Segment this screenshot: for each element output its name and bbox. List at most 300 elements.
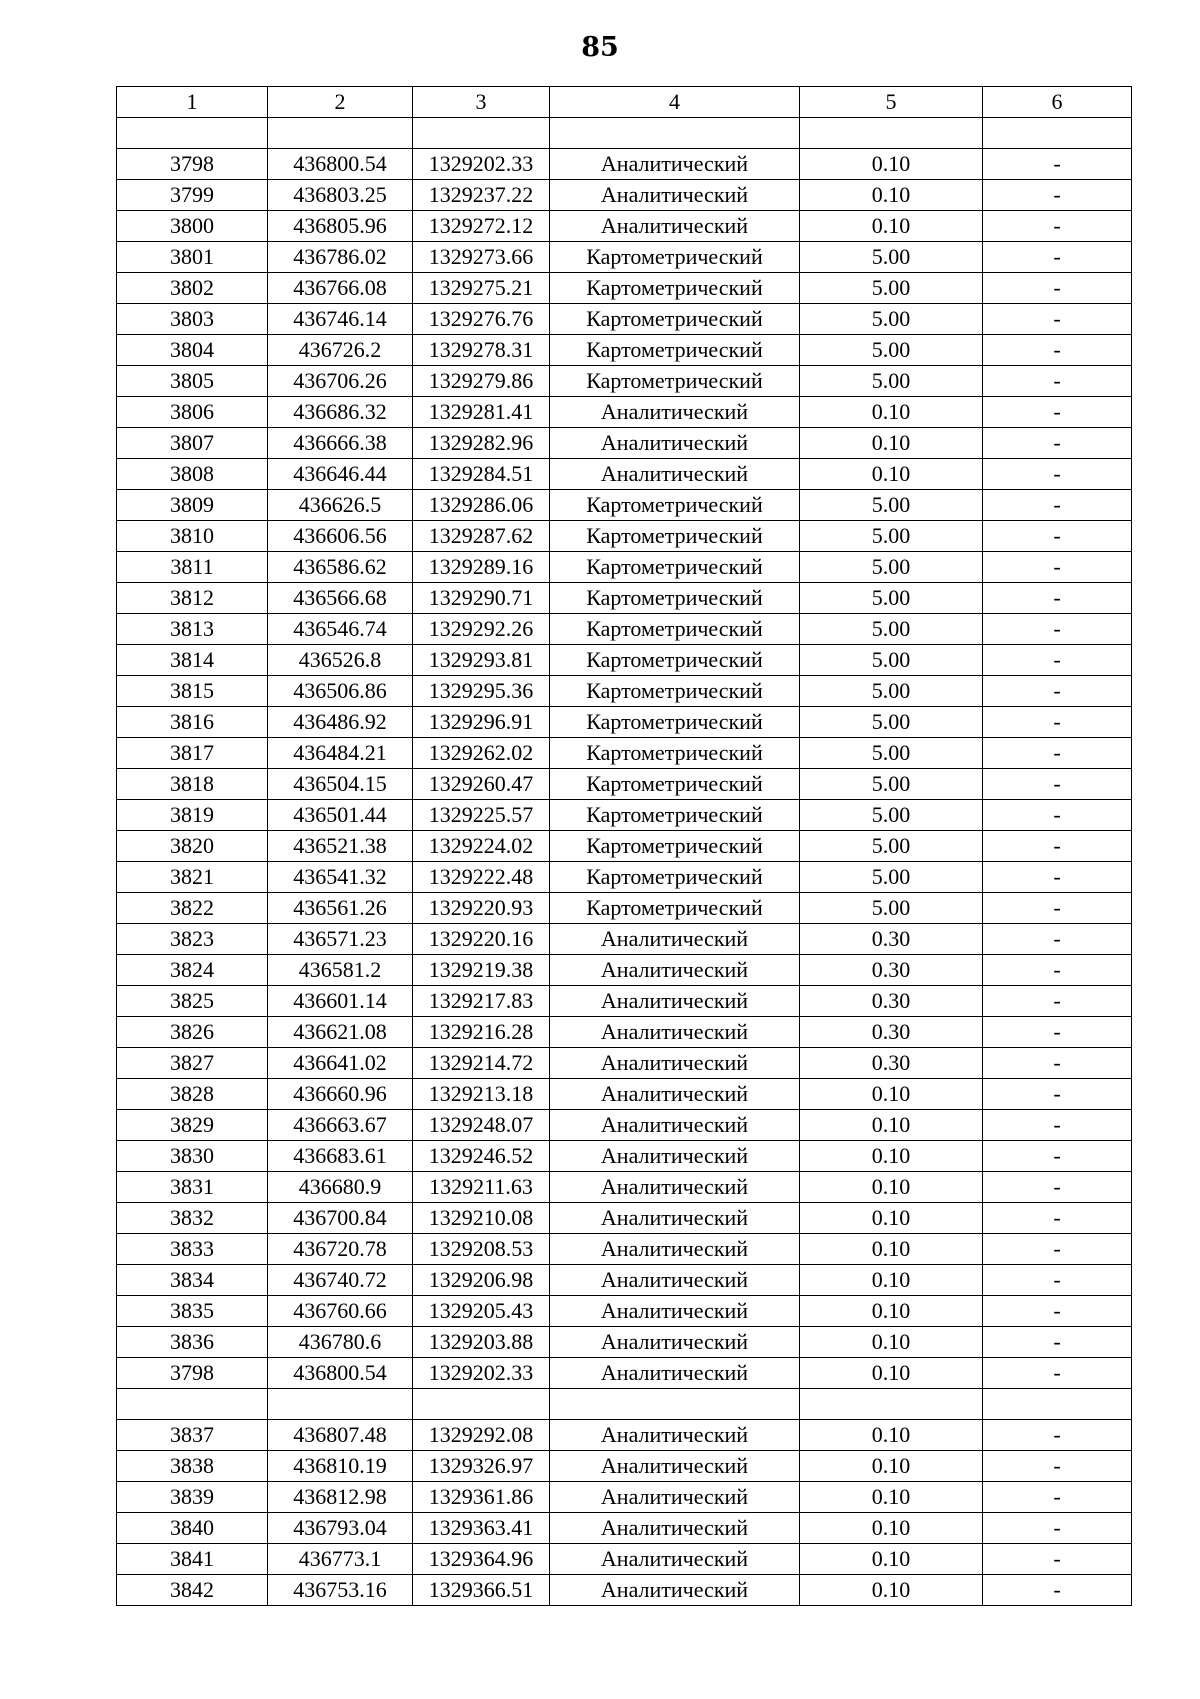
y-coordinate-cell: 1329363.41 bbox=[413, 1513, 550, 1544]
table-row bbox=[117, 1234, 1132, 1265]
table-row bbox=[117, 521, 1132, 552]
x-coordinate-cell: 436810.19 bbox=[268, 1451, 413, 1482]
table-row bbox=[117, 490, 1132, 521]
note-cell: - bbox=[983, 335, 1132, 366]
point-number-cell: 3805 bbox=[117, 366, 268, 397]
empty-cell bbox=[268, 118, 413, 149]
point-number-cell: 3802 bbox=[117, 273, 268, 304]
accuracy-cell: 0.10 bbox=[800, 149, 983, 180]
note-cell: - bbox=[983, 1172, 1132, 1203]
accuracy-cell: 5.00 bbox=[800, 242, 983, 273]
y-coordinate-cell: 1329293.81 bbox=[413, 645, 550, 676]
accuracy-cell: 0.10 bbox=[800, 1172, 983, 1203]
x-coordinate-cell: 436805.96 bbox=[268, 211, 413, 242]
table-row bbox=[117, 1079, 1132, 1110]
y-coordinate-cell: 1329202.33 bbox=[413, 1358, 550, 1389]
x-coordinate-cell: 436501.44 bbox=[268, 800, 413, 831]
method-cell: Картометрический bbox=[550, 769, 800, 800]
method-cell: Картометрический bbox=[550, 893, 800, 924]
y-coordinate-cell: 1329222.48 bbox=[413, 862, 550, 893]
note-cell: - bbox=[983, 366, 1132, 397]
note-cell: - bbox=[983, 862, 1132, 893]
accuracy-cell: 5.00 bbox=[800, 769, 983, 800]
method-cell: Картометрический bbox=[550, 273, 800, 304]
y-coordinate-cell: 1329361.86 bbox=[413, 1482, 550, 1513]
point-number-cell: 3837 bbox=[117, 1420, 268, 1451]
note-cell: - bbox=[983, 1482, 1132, 1513]
table-row bbox=[117, 397, 1132, 428]
point-number-cell: 3825 bbox=[117, 986, 268, 1017]
table-row bbox=[117, 1048, 1132, 1079]
table-row bbox=[117, 1265, 1132, 1296]
accuracy-cell: 5.00 bbox=[800, 335, 983, 366]
table-row bbox=[117, 1327, 1132, 1358]
table-body bbox=[117, 118, 1132, 1606]
point-number-cell: 3835 bbox=[117, 1296, 268, 1327]
y-coordinate-cell: 1329286.06 bbox=[413, 490, 550, 521]
y-coordinate-cell: 1329214.72 bbox=[413, 1048, 550, 1079]
accuracy-cell: 5.00 bbox=[800, 490, 983, 521]
method-cell: Картометрический bbox=[550, 521, 800, 552]
point-number-cell: 3803 bbox=[117, 304, 268, 335]
note-cell: - bbox=[983, 1017, 1132, 1048]
note-cell: - bbox=[983, 1420, 1132, 1451]
x-coordinate-cell: 436807.48 bbox=[268, 1420, 413, 1451]
accuracy-cell: 0.10 bbox=[800, 1110, 983, 1141]
y-coordinate-cell: 1329203.88 bbox=[413, 1327, 550, 1358]
table-row bbox=[117, 583, 1132, 614]
table-row bbox=[117, 366, 1132, 397]
point-number-cell: 3834 bbox=[117, 1265, 268, 1296]
accuracy-cell: 0.10 bbox=[800, 397, 983, 428]
note-cell: - bbox=[983, 490, 1132, 521]
method-cell: Аналитический bbox=[550, 1482, 800, 1513]
point-number-cell: 3808 bbox=[117, 459, 268, 490]
method-cell: Аналитический bbox=[550, 1203, 800, 1234]
table-row bbox=[117, 149, 1132, 180]
note-cell: - bbox=[983, 459, 1132, 490]
point-number-cell: 3798 bbox=[117, 1358, 268, 1389]
x-coordinate-cell: 436740.72 bbox=[268, 1265, 413, 1296]
accuracy-cell: 0.10 bbox=[800, 1420, 983, 1451]
point-number-cell: 3841 bbox=[117, 1544, 268, 1575]
table-row bbox=[117, 676, 1132, 707]
x-coordinate-cell: 436760.66 bbox=[268, 1296, 413, 1327]
table-row bbox=[117, 800, 1132, 831]
accuracy-cell: 0.10 bbox=[800, 1203, 983, 1234]
point-number-cell: 3832 bbox=[117, 1203, 268, 1234]
method-cell: Аналитический bbox=[550, 1358, 800, 1389]
empty-cell bbox=[983, 1389, 1132, 1420]
method-cell: Картометрический bbox=[550, 645, 800, 676]
accuracy-cell: 0.30 bbox=[800, 986, 983, 1017]
point-number-cell: 3842 bbox=[117, 1575, 268, 1606]
x-coordinate-cell: 436506.86 bbox=[268, 676, 413, 707]
note-cell: - bbox=[983, 552, 1132, 583]
method-cell: Картометрический bbox=[550, 335, 800, 366]
accuracy-cell: 5.00 bbox=[800, 273, 983, 304]
x-coordinate-cell: 436666.38 bbox=[268, 428, 413, 459]
accuracy-cell: 0.10 bbox=[800, 1451, 983, 1482]
point-number-cell: 3798 bbox=[117, 149, 268, 180]
y-coordinate-cell: 1329220.93 bbox=[413, 893, 550, 924]
note-cell: - bbox=[983, 1048, 1132, 1079]
accuracy-cell: 0.30 bbox=[800, 924, 983, 955]
method-cell: Аналитический bbox=[550, 459, 800, 490]
point-number-cell: 3838 bbox=[117, 1451, 268, 1482]
method-cell: Картометрический bbox=[550, 862, 800, 893]
x-coordinate-cell: 436606.56 bbox=[268, 521, 413, 552]
note-cell: - bbox=[983, 645, 1132, 676]
method-cell: Картометрический bbox=[550, 614, 800, 645]
accuracy-cell: 0.10 bbox=[800, 180, 983, 211]
note-cell: - bbox=[983, 1234, 1132, 1265]
x-coordinate-cell: 436786.02 bbox=[268, 242, 413, 273]
x-coordinate-cell: 436581.2 bbox=[268, 955, 413, 986]
note-cell: - bbox=[983, 1513, 1132, 1544]
note-cell: - bbox=[983, 924, 1132, 955]
note-cell: - bbox=[983, 1327, 1132, 1358]
table-row bbox=[117, 1141, 1132, 1172]
x-coordinate-cell: 436800.54 bbox=[268, 149, 413, 180]
point-number-cell: 3828 bbox=[117, 1079, 268, 1110]
column-header: 6 bbox=[983, 87, 1132, 118]
y-coordinate-cell: 1329262.02 bbox=[413, 738, 550, 769]
x-coordinate-cell: 436546.74 bbox=[268, 614, 413, 645]
note-cell: - bbox=[983, 1296, 1132, 1327]
column-header: 5 bbox=[800, 87, 983, 118]
note-cell: - bbox=[983, 1358, 1132, 1389]
point-number-cell: 3821 bbox=[117, 862, 268, 893]
method-cell: Аналитический bbox=[550, 1110, 800, 1141]
accuracy-cell: 5.00 bbox=[800, 583, 983, 614]
method-cell: Картометрический bbox=[550, 800, 800, 831]
accuracy-cell: 5.00 bbox=[800, 738, 983, 769]
point-number-cell: 3809 bbox=[117, 490, 268, 521]
empty-cell bbox=[800, 1389, 983, 1420]
note-cell: - bbox=[983, 614, 1132, 645]
table-row bbox=[117, 1110, 1132, 1141]
page-number: 85 bbox=[581, 32, 619, 63]
x-coordinate-cell: 436566.68 bbox=[268, 583, 413, 614]
method-cell: Аналитический bbox=[550, 924, 800, 955]
accuracy-cell: 0.10 bbox=[800, 1141, 983, 1172]
method-cell: Аналитический bbox=[550, 1451, 800, 1482]
table-row bbox=[117, 1358, 1132, 1389]
y-coordinate-cell: 1329284.51 bbox=[413, 459, 550, 490]
table-row bbox=[117, 1017, 1132, 1048]
y-coordinate-cell: 1329210.08 bbox=[413, 1203, 550, 1234]
x-coordinate-cell: 436626.5 bbox=[268, 490, 413, 521]
x-coordinate-cell: 436663.67 bbox=[268, 1110, 413, 1141]
note-cell: - bbox=[983, 583, 1132, 614]
point-number-cell: 3836 bbox=[117, 1327, 268, 1358]
y-coordinate-cell: 1329248.07 bbox=[413, 1110, 550, 1141]
method-cell: Аналитический bbox=[550, 986, 800, 1017]
point-number-cell: 3833 bbox=[117, 1234, 268, 1265]
method-cell: Аналитический bbox=[550, 1544, 800, 1575]
method-cell: Картометрический bbox=[550, 707, 800, 738]
accuracy-cell: 5.00 bbox=[800, 614, 983, 645]
method-cell: Аналитический bbox=[550, 1420, 800, 1451]
note-cell: - bbox=[983, 521, 1132, 552]
point-number-cell: 3829 bbox=[117, 1110, 268, 1141]
method-cell: Аналитический bbox=[550, 1265, 800, 1296]
x-coordinate-cell: 436586.62 bbox=[268, 552, 413, 583]
accuracy-cell: 0.10 bbox=[800, 1296, 983, 1327]
method-cell: Аналитический bbox=[550, 180, 800, 211]
table-row bbox=[117, 614, 1132, 645]
x-coordinate-cell: 436571.23 bbox=[268, 924, 413, 955]
y-coordinate-cell: 1329224.02 bbox=[413, 831, 550, 862]
note-cell: - bbox=[983, 180, 1132, 211]
empty-cell bbox=[117, 118, 268, 149]
table-row bbox=[117, 707, 1132, 738]
section-separator-row bbox=[117, 118, 1132, 149]
x-coordinate-cell: 436706.26 bbox=[268, 366, 413, 397]
header-row bbox=[117, 87, 1132, 118]
accuracy-cell: 0.10 bbox=[800, 1482, 983, 1513]
section-separator-row bbox=[117, 1389, 1132, 1420]
point-number-cell: 3801 bbox=[117, 242, 268, 273]
column-header: 1 bbox=[117, 87, 268, 118]
y-coordinate-cell: 1329205.43 bbox=[413, 1296, 550, 1327]
y-coordinate-cell: 1329290.71 bbox=[413, 583, 550, 614]
method-cell: Аналитический bbox=[550, 1575, 800, 1606]
accuracy-cell: 5.00 bbox=[800, 366, 983, 397]
y-coordinate-cell: 1329225.57 bbox=[413, 800, 550, 831]
method-cell: Аналитический bbox=[550, 1234, 800, 1265]
accuracy-cell: 5.00 bbox=[800, 800, 983, 831]
method-cell: Картометрический bbox=[550, 738, 800, 769]
x-coordinate-cell: 436766.08 bbox=[268, 273, 413, 304]
y-coordinate-cell: 1329202.33 bbox=[413, 149, 550, 180]
accuracy-cell: 5.00 bbox=[800, 552, 983, 583]
point-number-cell: 3818 bbox=[117, 769, 268, 800]
table-row bbox=[117, 986, 1132, 1017]
accuracy-cell: 0.30 bbox=[800, 955, 983, 986]
method-cell: Картометрический bbox=[550, 583, 800, 614]
y-coordinate-cell: 1329273.66 bbox=[413, 242, 550, 273]
y-coordinate-cell: 1329237.22 bbox=[413, 180, 550, 211]
point-number-cell: 3839 bbox=[117, 1482, 268, 1513]
x-coordinate-cell: 436720.78 bbox=[268, 1234, 413, 1265]
x-coordinate-cell: 436680.9 bbox=[268, 1172, 413, 1203]
point-number-cell: 3815 bbox=[117, 676, 268, 707]
x-coordinate-cell: 436793.04 bbox=[268, 1513, 413, 1544]
method-cell: Картометрический bbox=[550, 552, 800, 583]
table-row bbox=[117, 955, 1132, 986]
empty-cell bbox=[413, 1389, 550, 1420]
method-cell: Аналитический bbox=[550, 1172, 800, 1203]
x-coordinate-cell: 436780.6 bbox=[268, 1327, 413, 1358]
method-cell: Аналитический bbox=[550, 1141, 800, 1172]
x-coordinate-cell: 436601.14 bbox=[268, 986, 413, 1017]
y-coordinate-cell: 1329279.86 bbox=[413, 366, 550, 397]
accuracy-cell: 0.10 bbox=[800, 1544, 983, 1575]
table-row bbox=[117, 552, 1132, 583]
empty-cell bbox=[268, 1389, 413, 1420]
x-coordinate-cell: 436812.98 bbox=[268, 1482, 413, 1513]
point-number-cell: 3811 bbox=[117, 552, 268, 583]
table-row bbox=[117, 428, 1132, 459]
x-coordinate-cell: 436526.8 bbox=[268, 645, 413, 676]
table-row bbox=[117, 1482, 1132, 1513]
table-row bbox=[117, 831, 1132, 862]
y-coordinate-cell: 1329219.38 bbox=[413, 955, 550, 986]
point-number-cell: 3819 bbox=[117, 800, 268, 831]
y-coordinate-cell: 1329220.16 bbox=[413, 924, 550, 955]
accuracy-cell: 0.10 bbox=[800, 1513, 983, 1544]
x-coordinate-cell: 436773.1 bbox=[268, 1544, 413, 1575]
y-coordinate-cell: 1329272.12 bbox=[413, 211, 550, 242]
point-number-cell: 3840 bbox=[117, 1513, 268, 1544]
y-coordinate-cell: 1329364.96 bbox=[413, 1544, 550, 1575]
table-row bbox=[117, 1296, 1132, 1327]
point-number-cell: 3826 bbox=[117, 1017, 268, 1048]
method-cell: Аналитический bbox=[550, 955, 800, 986]
table-row bbox=[117, 304, 1132, 335]
table-row bbox=[117, 1513, 1132, 1544]
note-cell: - bbox=[983, 1079, 1132, 1110]
note-cell: - bbox=[983, 242, 1132, 273]
point-number-cell: 3804 bbox=[117, 335, 268, 366]
point-number-cell: 3814 bbox=[117, 645, 268, 676]
accuracy-cell: 0.10 bbox=[800, 1575, 983, 1606]
x-coordinate-cell: 436504.15 bbox=[268, 769, 413, 800]
column-header: 2 bbox=[268, 87, 413, 118]
method-cell: Аналитический bbox=[550, 1513, 800, 1544]
x-coordinate-cell: 436686.32 bbox=[268, 397, 413, 428]
accuracy-cell: 0.10 bbox=[800, 459, 983, 490]
y-coordinate-cell: 1329296.91 bbox=[413, 707, 550, 738]
table-header bbox=[117, 87, 1132, 118]
note-cell: - bbox=[983, 273, 1132, 304]
point-number-cell: 3817 bbox=[117, 738, 268, 769]
accuracy-cell: 0.30 bbox=[800, 1017, 983, 1048]
method-cell: Картометрический bbox=[550, 304, 800, 335]
note-cell: - bbox=[983, 1203, 1132, 1234]
point-number-cell: 3831 bbox=[117, 1172, 268, 1203]
accuracy-cell: 0.10 bbox=[800, 1358, 983, 1389]
y-coordinate-cell: 1329366.51 bbox=[413, 1575, 550, 1606]
point-number-cell: 3810 bbox=[117, 521, 268, 552]
point-number-cell: 3820 bbox=[117, 831, 268, 862]
point-number-cell: 3823 bbox=[117, 924, 268, 955]
y-coordinate-cell: 1329281.41 bbox=[413, 397, 550, 428]
table-row bbox=[117, 1451, 1132, 1482]
table-row bbox=[117, 180, 1132, 211]
method-cell: Аналитический bbox=[550, 397, 800, 428]
table-row bbox=[117, 273, 1132, 304]
empty-cell bbox=[550, 118, 800, 149]
accuracy-cell: 5.00 bbox=[800, 831, 983, 862]
y-coordinate-cell: 1329206.98 bbox=[413, 1265, 550, 1296]
method-cell: Картометрический bbox=[550, 676, 800, 707]
y-coordinate-cell: 1329216.28 bbox=[413, 1017, 550, 1048]
point-number-cell: 3807 bbox=[117, 428, 268, 459]
y-coordinate-cell: 1329211.63 bbox=[413, 1172, 550, 1203]
table-row bbox=[117, 1203, 1132, 1234]
point-number-cell: 3822 bbox=[117, 893, 268, 924]
table-row bbox=[117, 769, 1132, 800]
note-cell: - bbox=[983, 397, 1132, 428]
table-row bbox=[117, 924, 1132, 955]
y-coordinate-cell: 1329292.26 bbox=[413, 614, 550, 645]
accuracy-cell: 0.30 bbox=[800, 1048, 983, 1079]
y-coordinate-cell: 1329246.52 bbox=[413, 1141, 550, 1172]
note-cell: - bbox=[983, 986, 1132, 1017]
accuracy-cell: 5.00 bbox=[800, 676, 983, 707]
x-coordinate-cell: 436660.96 bbox=[268, 1079, 413, 1110]
method-cell: Картометрический bbox=[550, 490, 800, 521]
note-cell: - bbox=[983, 428, 1132, 459]
x-coordinate-cell: 436746.14 bbox=[268, 304, 413, 335]
x-coordinate-cell: 436641.02 bbox=[268, 1048, 413, 1079]
y-coordinate-cell: 1329275.21 bbox=[413, 273, 550, 304]
y-coordinate-cell: 1329276.76 bbox=[413, 304, 550, 335]
y-coordinate-cell: 1329217.83 bbox=[413, 986, 550, 1017]
method-cell: Аналитический bbox=[550, 1048, 800, 1079]
method-cell: Аналитический bbox=[550, 428, 800, 459]
note-cell: - bbox=[983, 211, 1132, 242]
table-row bbox=[117, 335, 1132, 366]
point-number-cell: 3827 bbox=[117, 1048, 268, 1079]
note-cell: - bbox=[983, 738, 1132, 769]
point-number-cell: 3824 bbox=[117, 955, 268, 986]
table-row bbox=[117, 242, 1132, 273]
method-cell: Аналитический bbox=[550, 149, 800, 180]
note-cell: - bbox=[983, 1451, 1132, 1482]
note-cell: - bbox=[983, 304, 1132, 335]
point-number-cell: 3830 bbox=[117, 1141, 268, 1172]
empty-cell bbox=[800, 118, 983, 149]
table-row bbox=[117, 459, 1132, 490]
y-coordinate-cell: 1329292.08 bbox=[413, 1420, 550, 1451]
method-cell: Аналитический bbox=[550, 1017, 800, 1048]
empty-cell bbox=[550, 1389, 800, 1420]
note-cell: - bbox=[983, 149, 1132, 180]
table-row bbox=[117, 645, 1132, 676]
empty-cell bbox=[983, 118, 1132, 149]
note-cell: - bbox=[983, 1575, 1132, 1606]
accuracy-cell: 0.10 bbox=[800, 1079, 983, 1110]
point-number-cell: 3813 bbox=[117, 614, 268, 645]
empty-cell bbox=[413, 118, 550, 149]
x-coordinate-cell: 436484.21 bbox=[268, 738, 413, 769]
y-coordinate-cell: 1329295.36 bbox=[413, 676, 550, 707]
x-coordinate-cell: 436803.25 bbox=[268, 180, 413, 211]
y-coordinate-cell: 1329287.62 bbox=[413, 521, 550, 552]
note-cell: - bbox=[983, 676, 1132, 707]
accuracy-cell: 5.00 bbox=[800, 304, 983, 335]
note-cell: - bbox=[983, 1544, 1132, 1575]
point-number-cell: 3816 bbox=[117, 707, 268, 738]
table-row bbox=[117, 211, 1132, 242]
accuracy-cell: 5.00 bbox=[800, 521, 983, 552]
x-coordinate-cell: 436800.54 bbox=[268, 1358, 413, 1389]
column-header: 3 bbox=[413, 87, 550, 118]
table-row bbox=[117, 1544, 1132, 1575]
x-coordinate-cell: 436753.16 bbox=[268, 1575, 413, 1606]
y-coordinate-cell: 1329213.18 bbox=[413, 1079, 550, 1110]
x-coordinate-cell: 436561.26 bbox=[268, 893, 413, 924]
table-row bbox=[117, 893, 1132, 924]
y-coordinate-cell: 1329278.31 bbox=[413, 335, 550, 366]
note-cell: - bbox=[983, 831, 1132, 862]
table-row bbox=[117, 862, 1132, 893]
y-coordinate-cell: 1329289.16 bbox=[413, 552, 550, 583]
